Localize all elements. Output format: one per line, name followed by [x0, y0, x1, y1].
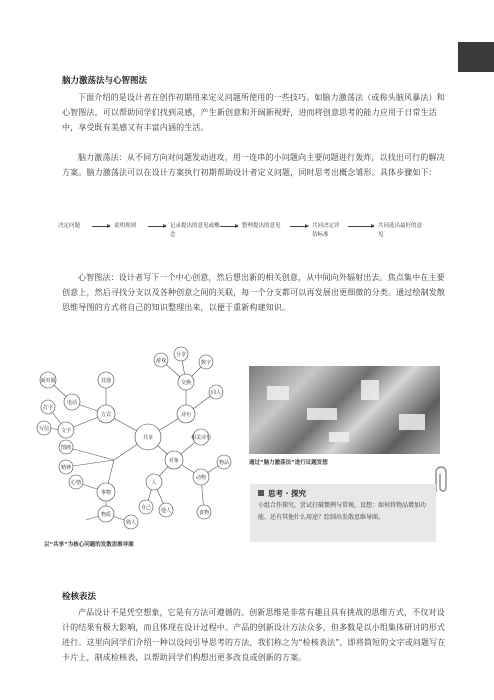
mindmap-node: 自己	[140, 505, 152, 511]
mindmap-node: 文字	[60, 428, 72, 434]
think-body: 小组合作探究，尝试打破惯例与常规，设想：如何将物品增加功能，还有其他什么用途？绘制出发散思维导图。	[258, 502, 427, 521]
paragraph-brainstorm: 脑力激荡法：从不同方向对问题发动进攻，用一连串的小问题向主要问题进行轰炸，以找出可行的解决方案。脑力激荡法可以在设计方案执行初期帮助设计者定义问题，同时思考出概念雏形。具体步骤如下：	[62, 153, 445, 177]
paragraph-checklist: 产品设计不是凭空想象，它是有方法可遵循的。创新思维是非常有趣且具有挑战的思维方式，不仅对设计的结果有极大影响，而且体现在设计过程中。产品的创新设计方法众多，但多数是以小组集体研讨的形式进行。这里向同学们介绍一种以设问引导思考的方法，我们称之为“检核表法”，即将简短的文字或问题写在卡片上，制成检核表，以帮助同学们构想出更多改良或创新的方案。	[62, 608, 446, 662]
mindmap-node: 写信	[38, 426, 50, 432]
mindmap-node: 图画	[60, 445, 72, 451]
mindmap-node: 游戏	[155, 358, 167, 364]
mindmap-node: 交换	[180, 380, 192, 386]
flow-arrow	[92, 226, 110, 227]
mindmap-node: 电话	[66, 400, 78, 406]
mindmap-node: 食物	[198, 510, 210, 516]
square-bullet-icon	[258, 490, 264, 496]
section-heading-brainstorm: 脑力激荡法与心智图法	[62, 76, 148, 86]
mindmap-node: 其他	[100, 378, 112, 384]
flow-step: 共同选出最好的意见	[378, 223, 423, 238]
mindmap-node: 他人	[160, 508, 172, 514]
flow-step: 决定问题	[58, 223, 81, 229]
brainstorm-flowchart	[58, 222, 448, 252]
think-explore-box	[250, 484, 436, 542]
mindmap-node: 面对面	[40, 378, 56, 384]
flow-step: 整理提出的意见	[242, 223, 281, 229]
mindmap-caption: 以“共享”为核心问题的发散思维导图	[44, 542, 134, 548]
mindmap-node: 打字	[42, 405, 54, 411]
think-title: 思考 · 探究	[258, 488, 306, 499]
mindmap-node: 方式	[100, 412, 112, 418]
flow-arrow	[348, 226, 374, 227]
flow-step: 共同决定评估标准	[312, 223, 340, 238]
photo-caption: 通过“脑力激荡法”进行议题发想	[249, 460, 328, 466]
mindmap-node: 事物	[100, 490, 112, 496]
flow-arrow	[290, 226, 308, 227]
mindmap-node: 物品	[218, 460, 230, 466]
brainstorm-photo-collage	[249, 366, 440, 454]
mindmap-node: 物质	[100, 512, 112, 518]
flow-step: 记录提出的意见或概念	[170, 223, 220, 238]
mindmap-center-label: 共享	[142, 435, 154, 441]
mindmap-node: 相关诗句	[190, 435, 212, 441]
mindmap-node: 精神	[60, 465, 72, 471]
mindmap-node: 动物	[195, 475, 207, 481]
mindmap-node: 对象	[168, 458, 180, 464]
mindmap-node: 诗句	[180, 412, 192, 418]
mindmap-node: 数字	[200, 360, 212, 366]
mindmap-node: 人	[151, 480, 157, 486]
mindmap-node: 同人	[210, 390, 222, 396]
flow-arrow	[220, 226, 238, 227]
mindmap-node: 熟人	[125, 520, 137, 526]
flow-arrow	[148, 226, 166, 227]
flow-step: 说明规则	[114, 223, 137, 229]
mindmap-node: 心情	[70, 480, 82, 486]
chapter-tab	[458, 42, 494, 72]
paragraph-mindmap: 心智图法：设计者写下一个中心创意，然后想出新的相关创意，从中间向外辐射出去。焦点集中在主要创意上，然后寻找分支以及各种创意之间的关联，每一个分支都可以再发展出更细微的分类。通过绘制发散思维导图的方式将自己的知识整理出来，以便于重新构建知识。	[62, 273, 446, 312]
paragraph-intro: 下面介绍的是设计者在创作初期用来定义问题所使用的一些技巧。如脑力激荡法（或称头脑风暴法）和心智图法，可以帮助同学们找到灵感，产生新创意和开阔新视野，进而将创意思考的能力应用于日常生活中，享受既有美感又有丰富内涵的生活。	[62, 93, 445, 132]
section-heading-checklist: 检核表法	[62, 592, 97, 602]
mindmap-node: 分享	[175, 352, 187, 358]
mindmap-diagram	[36, 342, 246, 537]
